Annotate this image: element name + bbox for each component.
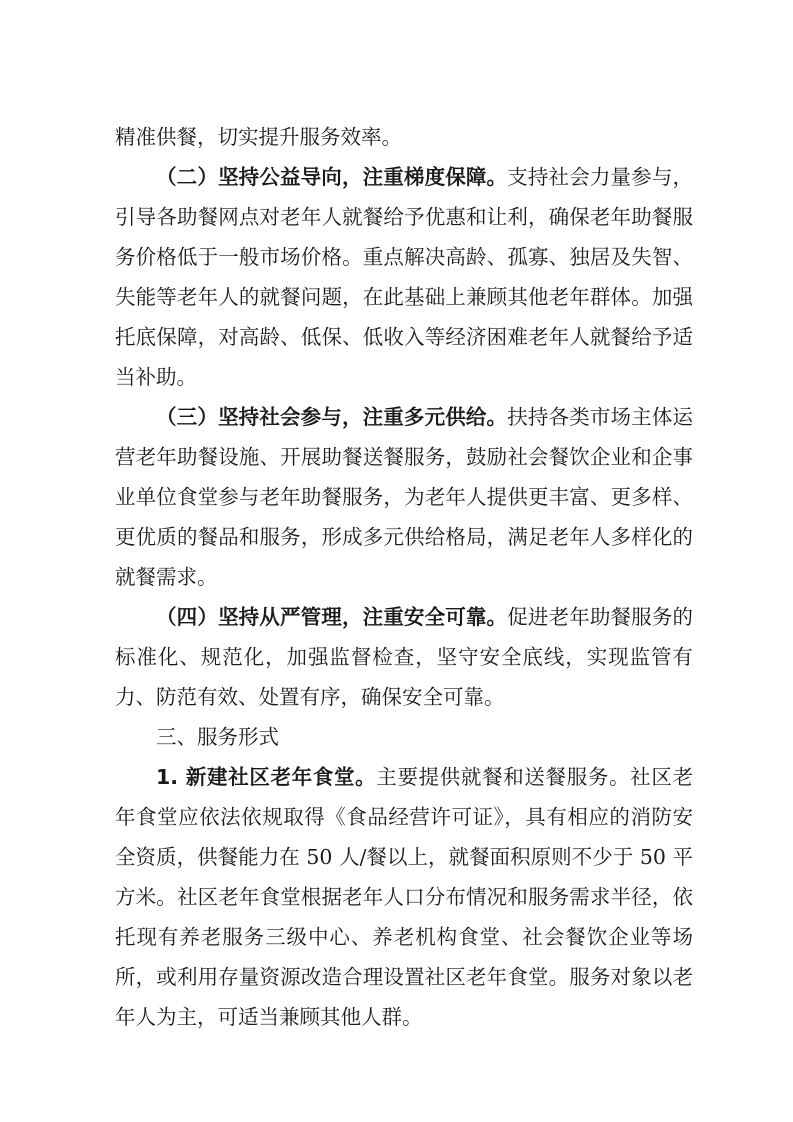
paragraph-lead: （四）坚持从严管理，注重安全可靠。 bbox=[156, 605, 508, 629]
paragraph-principle-3 bbox=[115, 397, 693, 597]
paragraph-text: 促进老年助餐服务的标准化、规范化，加强监督检查，坚守安全底线，实现监管有力、防范有效、处置有序，确保安全可靠。 bbox=[115, 605, 693, 709]
paragraph-text: 支持社会力量参与，引导各助餐网点对老年人就餐给予优惠和让利，确保老年助餐服务价格低于一般市场价格。重点解决高龄、孤寡、独居及失智、失能等老年人的就餐问题，在此基础上兼顾其他老年群体。加强托底保障，对高龄、低保、低收入等经济困难老年人就餐给予适当补助。 bbox=[115, 165, 693, 389]
paragraph-continuation bbox=[115, 117, 693, 157]
paragraph-text: 扶持各类市场主体运营老年助餐设施、开展助餐送餐服务，鼓励社会餐饮企业和企事业单位食堂参与老年助餐服务，为老年人提供更丰富、更多样、更优质的餐品和服务，形成多元供给格局，满足老年人多样化的就餐需求。 bbox=[115, 405, 693, 589]
paragraph-lead: （二）坚持公益导向，注重梯度保障。 bbox=[156, 165, 508, 189]
paragraph-principle-4 bbox=[115, 597, 693, 717]
section-heading: 三、服务形式 bbox=[156, 725, 279, 749]
paragraph-text: 主要提供就餐和送餐服务。社区老年食堂应依法依规取得《食品经营许可证》，具有相应的消防安全资质，供餐能力在 50 人/餐以上，就餐面积原则不少于 50 平方米。社区老年食堂根据老年人口分布情况和服务需求半径，依托现有养老服务三级中心、养老机构食堂、社会餐饮企业等场所，或利用存量资源改造合理设置社区老年食堂。服务对象以老年人为主，可适当兼顾其他人群。 bbox=[115, 765, 693, 1029]
document-body bbox=[115, 117, 693, 1037]
paragraph-principle-2 bbox=[115, 157, 693, 397]
paragraph-lead: （三）坚持社会参与，注重多元供给。 bbox=[156, 405, 508, 429]
paragraph-text: 精准供餐，切实提升服务效率。 bbox=[115, 125, 402, 149]
paragraph-service-item-1 bbox=[115, 757, 693, 1037]
paragraph-lead: 1. 新建社区老年食堂。 bbox=[156, 765, 377, 789]
